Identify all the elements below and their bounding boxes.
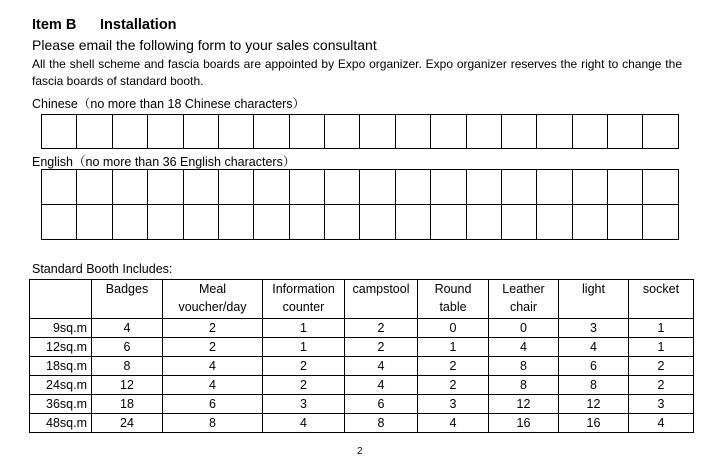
table-cell: 12 xyxy=(559,395,629,414)
table-cell: 2 xyxy=(629,376,694,395)
table-cell: 4 xyxy=(345,376,418,395)
table-row xyxy=(30,319,694,338)
table-header-row xyxy=(30,280,694,319)
column-header-line1: Meal xyxy=(198,282,227,296)
chinese-character-box[interactable] xyxy=(360,115,395,149)
english-character-box[interactable] xyxy=(395,205,430,240)
english-character-box[interactable] xyxy=(289,170,324,205)
english-character-box[interactable] xyxy=(218,205,253,240)
table-cell: 6 xyxy=(163,395,263,414)
english-character-box[interactable] xyxy=(360,170,395,205)
column-header-line1: socket xyxy=(642,282,680,296)
table-cell: 4 xyxy=(163,376,263,395)
column-header-line2: voucher/day xyxy=(178,300,247,314)
column-header-line1: campstool xyxy=(352,282,410,296)
chinese-character-box[interactable] xyxy=(254,115,289,149)
column-header-line1: light xyxy=(582,282,605,296)
chinese-character-row xyxy=(42,115,679,149)
chinese-character-box[interactable] xyxy=(325,115,360,149)
table-cell: 2 xyxy=(345,319,418,338)
table-cell: 2 xyxy=(163,319,263,338)
english-character-box[interactable] xyxy=(466,170,501,205)
table-cell: 3 xyxy=(418,395,489,414)
column-header xyxy=(559,280,629,319)
chinese-character-box[interactable] xyxy=(289,115,324,149)
english-character-box[interactable] xyxy=(183,205,218,240)
fascia-policy-paragraph: All the shell scheme and fascia boards are appointed by Expo organizer. Expo organizer reserves the right to change the fascia boards of standard booth. xyxy=(32,57,682,88)
chinese-character-grid xyxy=(41,114,679,149)
chinese-character-box[interactable] xyxy=(466,115,501,149)
table-cell: 3 xyxy=(629,395,694,414)
table-cell: 1 xyxy=(418,338,489,357)
section-item-number: Item B xyxy=(32,17,77,33)
table-cell: 12 xyxy=(489,395,559,414)
english-character-box[interactable] xyxy=(608,170,643,205)
column-header xyxy=(163,280,263,319)
english-character-box[interactable] xyxy=(112,170,147,205)
table-cell: 16 xyxy=(489,414,559,433)
english-character-box[interactable] xyxy=(395,170,430,205)
chinese-character-box[interactable] xyxy=(608,115,643,149)
table-cell: 1 xyxy=(629,319,694,338)
english-character-box[interactable] xyxy=(112,205,147,240)
chinese-character-box[interactable] xyxy=(148,115,183,149)
english-character-box[interactable] xyxy=(42,205,77,240)
table-cell: 1 xyxy=(629,338,694,357)
booth-size-cell: 9sq.m xyxy=(30,319,92,338)
table-cell: 4 xyxy=(345,357,418,376)
chinese-character-box[interactable] xyxy=(431,115,466,149)
table-cell: 6 xyxy=(92,338,163,357)
chinese-character-box[interactable] xyxy=(572,115,607,149)
table-cell: 0 xyxy=(489,319,559,338)
booth-size-cell: 48sq.m xyxy=(30,414,92,433)
english-character-row xyxy=(42,205,679,240)
table-cell: 8 xyxy=(345,414,418,433)
english-character-box[interactable] xyxy=(218,170,253,205)
english-character-box[interactable] xyxy=(537,170,572,205)
column-header-line2: table xyxy=(439,300,467,314)
table-row xyxy=(30,338,694,357)
table-cell: 2 xyxy=(629,357,694,376)
chinese-character-box[interactable] xyxy=(77,115,112,149)
column-header-line1: Leather xyxy=(502,282,545,296)
column-header xyxy=(263,280,345,319)
english-character-box[interactable] xyxy=(360,205,395,240)
english-character-box[interactable] xyxy=(643,205,679,240)
table-cell: 1 xyxy=(263,338,345,357)
booth-size-cell: 24sq.m xyxy=(30,376,92,395)
table-cell: 18 xyxy=(92,395,163,414)
chinese-character-box[interactable] xyxy=(42,115,77,149)
english-character-box[interactable] xyxy=(643,170,679,205)
standard-booth-label: Standard Booth Includes: xyxy=(32,262,173,276)
table-cell: 8 xyxy=(92,357,163,376)
english-character-box[interactable] xyxy=(537,205,572,240)
english-character-box[interactable] xyxy=(572,170,607,205)
chinese-character-box[interactable] xyxy=(537,115,572,149)
booth-size-cell: 12sq.m xyxy=(30,338,92,357)
column-header-line1: Round xyxy=(434,282,472,296)
english-character-box[interactable] xyxy=(148,170,183,205)
chinese-label: Chinese（no more than 18 Chinese characters） xyxy=(32,97,306,111)
table-cell: 8 xyxy=(489,376,559,395)
column-header-line2: chair xyxy=(509,300,538,314)
english-character-box[interactable] xyxy=(42,170,77,205)
table-row xyxy=(30,414,694,433)
table-cell: 8 xyxy=(489,357,559,376)
table-cell: 6 xyxy=(559,357,629,376)
english-character-row xyxy=(42,170,679,205)
chinese-character-box[interactable] xyxy=(501,115,536,149)
table-cell: 2 xyxy=(263,376,345,395)
english-character-box[interactable] xyxy=(466,205,501,240)
english-label: English（no more than 36 English characters） xyxy=(32,155,296,169)
section-heading xyxy=(32,17,177,33)
english-character-box[interactable] xyxy=(608,205,643,240)
english-character-box[interactable] xyxy=(148,205,183,240)
chinese-character-box[interactable] xyxy=(218,115,253,149)
table-cell: 3 xyxy=(263,395,345,414)
table-cell: 4 xyxy=(489,338,559,357)
column-header-line1: Badges xyxy=(105,282,149,296)
instruction-line: Please email the following form to your sales consultant xyxy=(32,37,377,53)
table-cell: 8 xyxy=(559,376,629,395)
table-cell: 2 xyxy=(418,376,489,395)
english-character-box[interactable] xyxy=(254,205,289,240)
chinese-character-box[interactable] xyxy=(183,115,218,149)
table-cell: 4 xyxy=(559,338,629,357)
english-character-grid xyxy=(41,169,679,240)
page-number: 2 xyxy=(357,446,363,457)
column-header xyxy=(418,280,489,319)
chinese-character-box[interactable] xyxy=(112,115,147,149)
table-cell: 2 xyxy=(163,338,263,357)
table-cell: 6 xyxy=(345,395,418,414)
table-cell: 3 xyxy=(559,319,629,338)
booth-size-cell: 36sq.m xyxy=(30,395,92,414)
chinese-character-box[interactable] xyxy=(643,115,679,149)
column-header xyxy=(92,280,163,319)
column-header xyxy=(345,280,418,319)
column-header xyxy=(489,280,559,319)
english-character-box[interactable] xyxy=(325,170,360,205)
table-row xyxy=(30,357,694,376)
table-row xyxy=(30,395,694,414)
table-cell: 2 xyxy=(418,357,489,376)
table-cell: 8 xyxy=(163,414,263,433)
english-character-box[interactable] xyxy=(501,205,536,240)
table-cell: 1 xyxy=(263,319,345,338)
english-character-box[interactable] xyxy=(325,205,360,240)
english-character-box[interactable] xyxy=(183,170,218,205)
booth-size-cell: 18sq.m xyxy=(30,357,92,376)
column-header-line1: Information xyxy=(272,282,335,296)
english-character-box[interactable] xyxy=(77,205,112,240)
english-character-box[interactable] xyxy=(431,205,466,240)
column-header-line2: counter xyxy=(282,300,325,314)
table-cell: 2 xyxy=(345,338,418,357)
table-cell: 4 xyxy=(92,319,163,338)
table-row xyxy=(30,376,694,395)
section-title: Installation xyxy=(100,17,177,33)
table-cell: 2 xyxy=(263,357,345,376)
table-cell: 24 xyxy=(92,414,163,433)
table-cell: 4 xyxy=(263,414,345,433)
english-character-box[interactable] xyxy=(289,205,324,240)
english-character-box[interactable] xyxy=(431,170,466,205)
column-header xyxy=(30,280,92,319)
standard-booth-table xyxy=(29,279,694,433)
english-character-box[interactable] xyxy=(501,170,536,205)
table-cell: 12 xyxy=(92,376,163,395)
english-character-box[interactable] xyxy=(254,170,289,205)
table-cell: 4 xyxy=(418,414,489,433)
table-cell: 16 xyxy=(559,414,629,433)
column-header xyxy=(629,280,694,319)
chinese-character-box[interactable] xyxy=(395,115,430,149)
english-character-box[interactable] xyxy=(77,170,112,205)
table-cell: 0 xyxy=(418,319,489,338)
table-cell: 4 xyxy=(629,414,694,433)
english-character-box[interactable] xyxy=(572,205,607,240)
table-cell: 4 xyxy=(163,357,263,376)
